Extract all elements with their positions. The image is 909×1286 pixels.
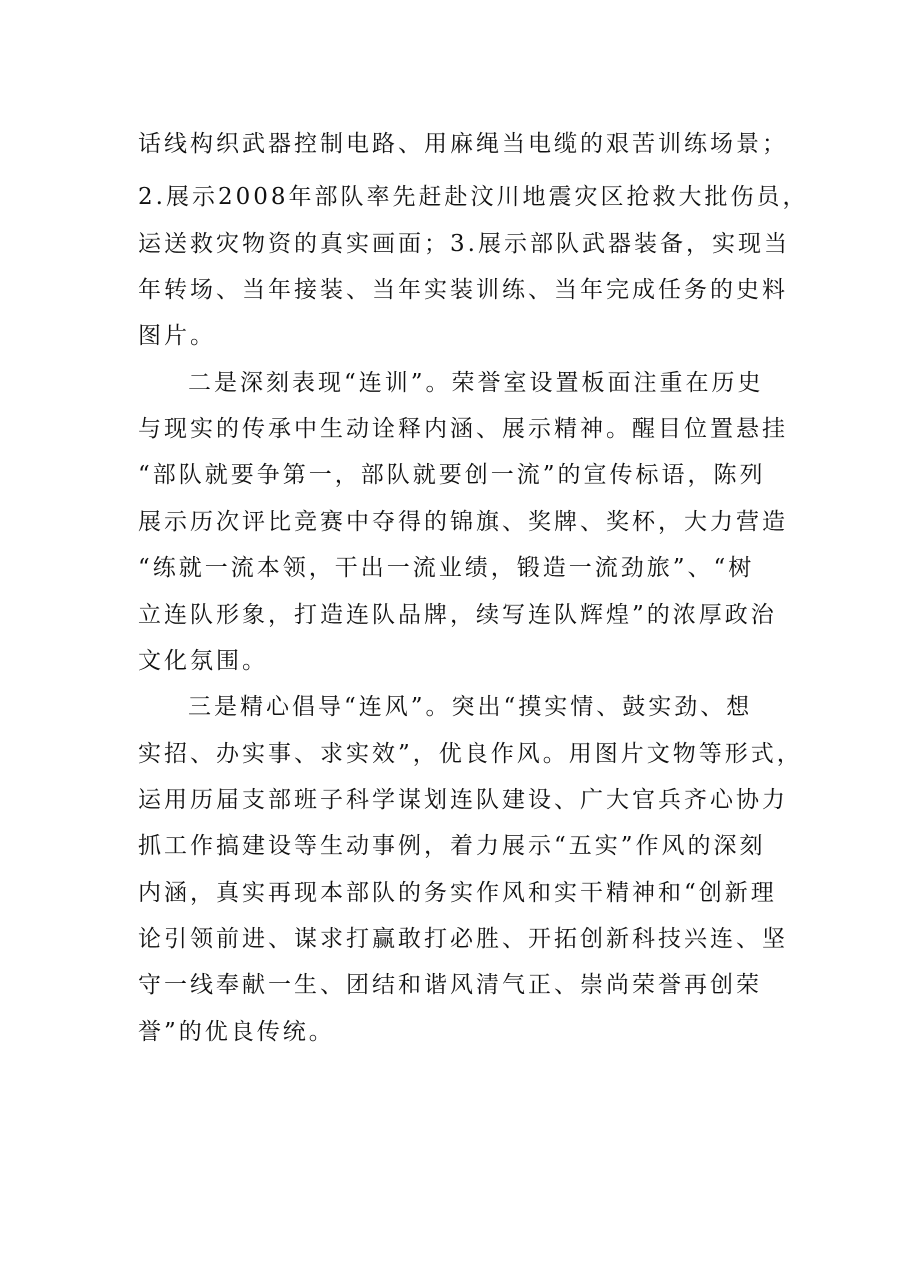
paragraph-first-line: 三是精心倡导“连风”。突出“摸实情、鼓实劲、想 [188,694,753,720]
text-line: 2.展示2008年部队率先赶赴汶川地震灾区抢救大批伤员， [138,184,809,210]
text-line: 守一线奉献一生、团结和谐风清气正、崇尚荣誉再创荣 [138,972,762,998]
text-line: 誉”的优良传统。 [138,1019,335,1045]
paragraph-first-line: 二是深刻表现“连训”。荣誉室设置板面注重在历史 [188,370,764,396]
text-line: 立连队形象，打造连队品牌，续写连队辉煌”的浓厚政治 [138,602,777,628]
text-line: “练就一流本领，干出一流业绩，锻造一流劲旅”、“树 [138,555,755,581]
text-line: 与现实的传承中生动诠释内涵、展示精神。醒目位置悬挂 [138,416,788,442]
text-line: 文化氛围。 [138,648,268,674]
text-line: 论引领前进、谋求打赢敢打必胜、开拓创新科技兴连、坚 [138,926,788,952]
text-line: 抓工作搞建设等生动事例，着力展示“五实”作风的深刻 [138,833,766,859]
text-line: 运送救灾物资的真实画面；3.展示部队武器装备，实现当 [138,231,790,257]
text-line: 话线构织武器控制电路、用麻绳当电缆的艰苦训练场景； [138,131,788,157]
text-line: 内涵，真实再现本部队的务实作风和实干精神和“创新理 [138,880,777,906]
text-line: 运用历届支部班子科学谋划连队建设、广大官兵齐心协力 [138,787,788,813]
text-line: 展示历次评比竞赛中夺得的锦旗、奖牌、奖杯，大力营造 [138,509,788,535]
text-line: 年转场、当年接装、当年实装训练、当年完成任务的史料 [138,277,788,303]
text-line: 图片。 [138,323,216,349]
text-line: “部队就要争第一，部队就要创一流”的宣传标语，陈列 [138,462,766,488]
text-line: 实招、办实事、求实效”，优良作风。用图片文物等形式， [138,741,803,767]
